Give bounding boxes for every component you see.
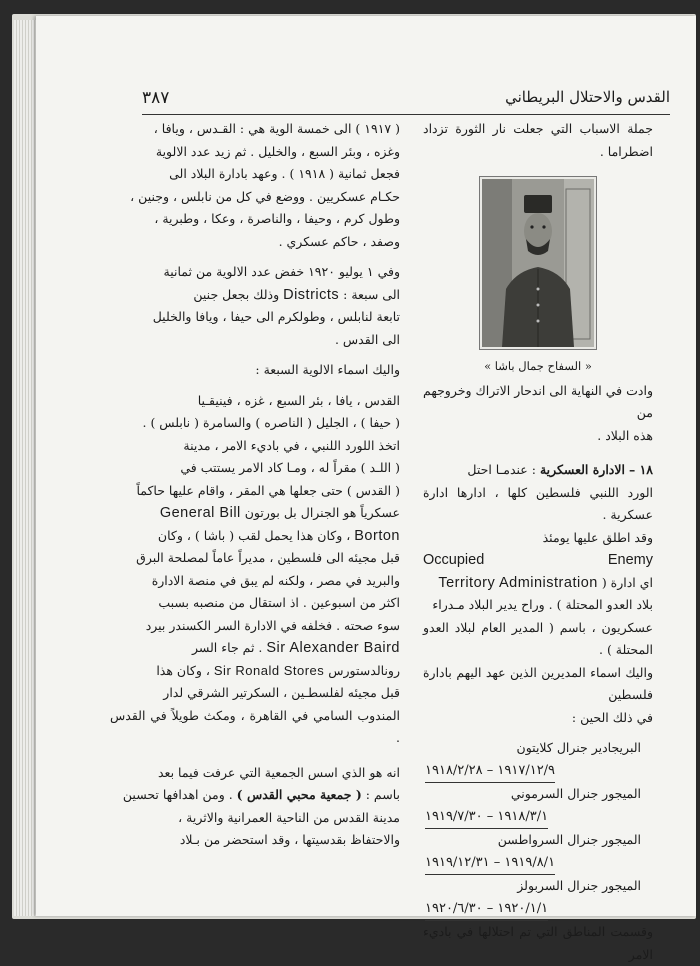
text-line: وقد اطلق عليها يومئذ [542, 529, 653, 545]
text-line: وغزه ، وبئر السبع ، والخليل . ثم زيد عدد الالوية [155, 143, 400, 159]
text-line: مدينة القدس من الناحية العمرانية والاثرية ، [178, 809, 400, 825]
closing-line: وقسمت المناطق التي تم احتلالها في باديء الامر [423, 924, 653, 962]
text-fragment: ، وكان هذا يحمل لقب ( باشا ) ، وكان [157, 527, 351, 543]
text-line: وطول كرم ، وحيفا ، والناصرة ، وعكا ، وطبرية ، [154, 211, 400, 226]
text-line: الورد اللنبي فلسطين كلها ، ادارها ادارة عسكرية . [423, 484, 653, 522]
latin-term: Territory Administration [438, 574, 598, 591]
text-line: انه هو الذي اسس الجمعية التي عرفت فيما بعد [157, 764, 400, 780]
text-line: وادت في النهاية الى اندحار الاتراك وخروجهم من [423, 382, 653, 420]
governor-name: الميجور جنرال السرموني [510, 786, 641, 801]
left-column [110, 118, 400, 852]
running-title: القدس والاحتلال البريطاني [505, 88, 670, 106]
governor-name: الميجور جنرال السربولز [517, 878, 641, 893]
text-line: سوء صحته . فخلفه في الادارة السر الكسندر بيرد [145, 617, 400, 633]
text-line: ( اللـد ) مقراً له ، ومـا كاد الامر يستتب في [180, 460, 400, 475]
text-line: ( حيفا ) ، الجليل ( الناصره ) والسامرة ( نابلس ) . [142, 415, 400, 430]
text-line: واليك اسماء الالوية السبعة : [255, 362, 400, 377]
society-line [110, 784, 400, 807]
governor-dates: ١٩١٨/٣/١ – ١٩١٩/٧/٣٠ [425, 806, 548, 830]
governor-dates: ١٩١٩/٨/١ – ١٩١٩/١٢/٣١ [425, 852, 555, 876]
section-number: ١٨ – [628, 462, 653, 477]
storrs-line [110, 660, 400, 683]
text-fragment: عسكرياً هو الجنرال بل بورتون [244, 505, 400, 520]
text-line: والاحتفاظ بقدسيتها ، وقد استحضر من بـلاد [179, 832, 400, 847]
text-line: وفي ١ يوليو ١٩٢٠ خفض عدد الالوية من ثمانية [163, 264, 400, 279]
page-number: ٣٨٧ [142, 88, 170, 108]
governor-dates: ١٩١٧/١٢/٩ – ١٩١٨/٢/٢٨ [425, 760, 555, 784]
text-fragment: . ومن اهدافها تحسين [122, 787, 233, 802]
portrait-figure-icon [482, 179, 594, 347]
text-line: قبل مجيئه الى فلسطين ، مديراً عاماً لمصلحة البرق [136, 550, 400, 565]
governor-name: الميجور جنرال السرواطسن [497, 832, 641, 847]
right-column [423, 118, 653, 966]
text-fragment: اي ادارة ( [601, 574, 653, 590]
text-fragment: وذلك بجعل جنين [193, 286, 280, 302]
text-fragment: : عندمـا احتل [467, 462, 536, 477]
latin-term-line: Occupied Enemy [423, 552, 653, 568]
text-line: اكثر من اسبوعين . اذ استقال من منصبه بسبب [158, 595, 400, 610]
text-line: ( القدس ) حتى جعلها هي المقر ، واقام عليها حاكماً [136, 482, 400, 498]
text-line: حكـام عسكريين . ووضع في كل من نابلس ، وجنين ، [130, 188, 400, 204]
section-heading-line [423, 459, 653, 482]
text-fragment: . ثم جاء السر [191, 640, 263, 655]
text-fragment: الى سبعة : [343, 286, 400, 302]
text-line: ( ١٩١٧ ) الى خمسة الوية هي : القـدس ، ويافا ، [153, 121, 400, 136]
section-title: الادارة العسكرية [539, 462, 625, 477]
intro-line: جملة الاسباب التي جعلت نار الثورة تزداد اضطراما . [423, 121, 653, 159]
text-line: بلاد العدو المحتلة ) . وراح يدير البلاد مـدراء [432, 597, 653, 612]
text-line: الى القدس . [334, 331, 400, 347]
text-line: القدس ، يافا ، بئر السبع ، غزه ، فينيقـيا [197, 392, 400, 408]
text-fragment: باسم : [365, 787, 400, 802]
latin-term: Borton [354, 527, 400, 544]
governors-list [423, 737, 653, 921]
society-name: ( جمعية محبي القدس ) [236, 787, 362, 802]
general-line [110, 502, 400, 525]
text-line: اتخذ اللورد اللنبي ، في باديء الامر ، مدينة [183, 437, 400, 453]
text-line: فجعل ثمانية ( ١٩١٨ ) . وعهد بادارة البلاد الى [169, 166, 400, 181]
borton-line [110, 525, 400, 548]
text-line: في ذلك الحين : [571, 709, 653, 725]
text-line: المندوب السامي في القاهرة ، ومكث طويلاً في القدس . [110, 707, 400, 745]
text-line: قبل مجيئه لفلسطـين ، السكرتير الشرقي لدار [163, 685, 400, 700]
text-line: واليك اسماء المديرين الذين عهد اليهم بادارة فلسطين [423, 664, 653, 702]
latin-term: Sir Ronald Stores [213, 662, 325, 678]
governor-name: البريجادير جنرال كلايتون [516, 740, 641, 755]
page-header [142, 86, 670, 115]
text-fragment: ، وكان هذا [156, 662, 210, 678]
text-line: تابعة لنابلس ، وطولكرم الى حيفا ، ويافا والخليل [152, 309, 400, 324]
governor-dates: ١٩٢٠/١/١ – ١٩٢٠/٦/٣٠ [425, 898, 548, 922]
latin-term-row [423, 572, 653, 595]
districts-line [110, 284, 400, 307]
text-line: عسكريون ، باسم ( المدير العام لبلاد العدو المحتلة ) . [423, 619, 653, 657]
text-line: هذه البلاد . [597, 427, 653, 443]
baird-line [110, 637, 400, 660]
latin-term: Districts [283, 286, 340, 303]
portrait-photo [480, 177, 596, 349]
photo-caption: « السفاح جمال باشا » [484, 359, 592, 373]
latin-term: General Bill [159, 505, 241, 521]
latin-term: Sir Alexander Baird [266, 640, 400, 656]
text-fragment: رونالدستورس [328, 662, 400, 678]
text-line: والبريد في مصر ، ولكنه لم يبق في منصة الادارة [151, 572, 400, 588]
text-line: وصفد ، حاكم عسكري . [278, 233, 400, 249]
